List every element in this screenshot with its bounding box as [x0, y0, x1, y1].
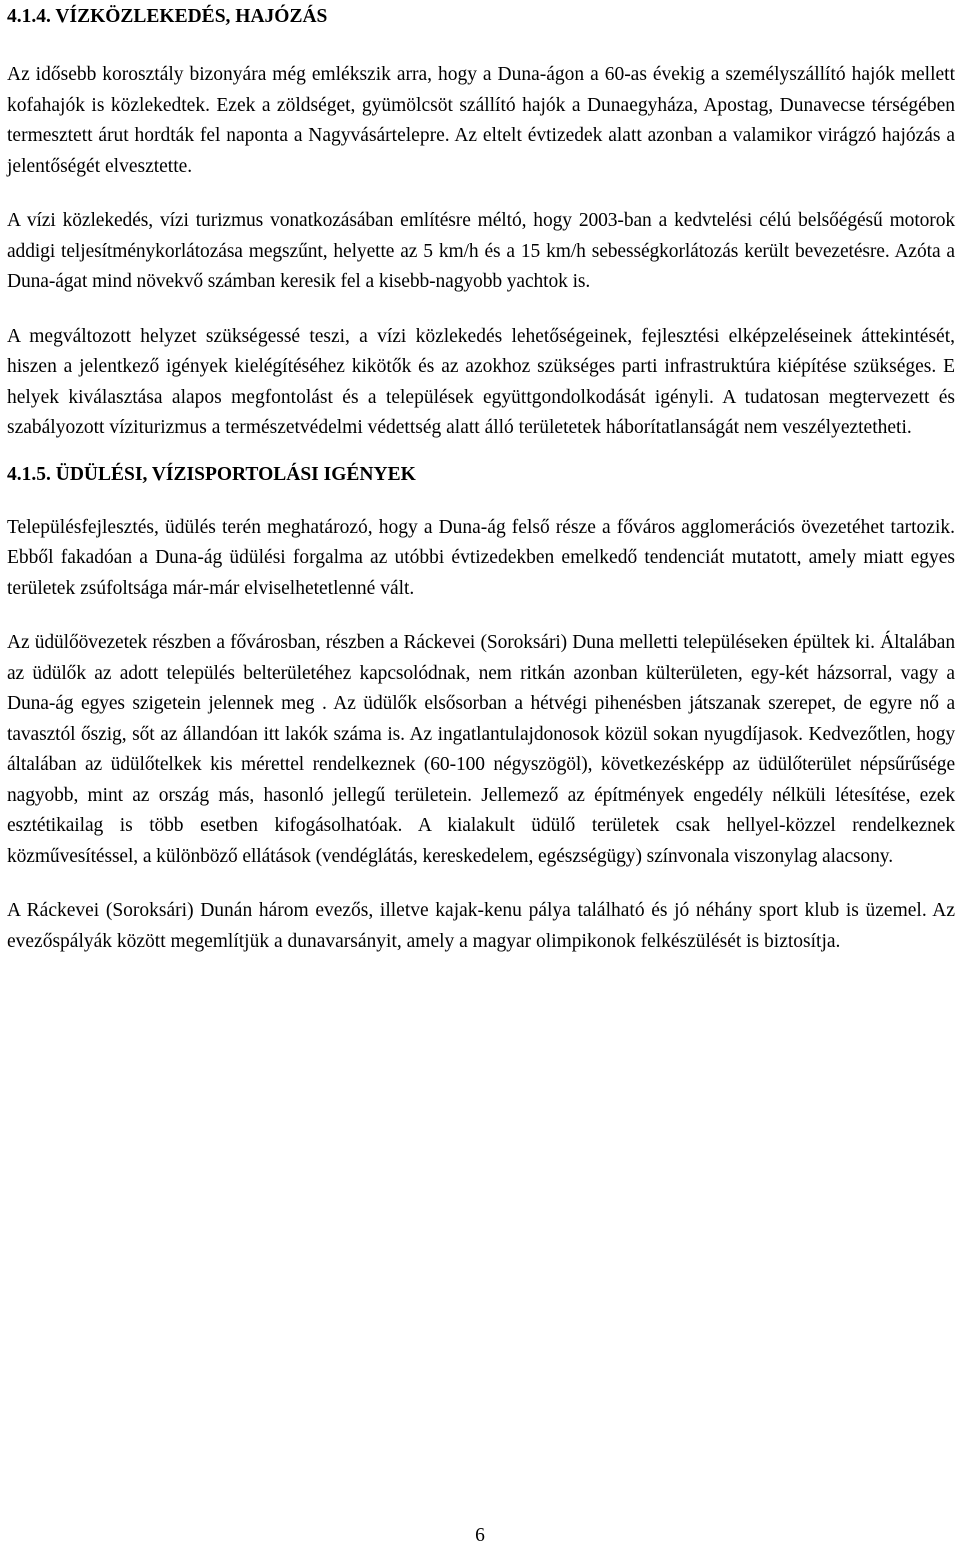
paragraph-vizi-turizmus: A vízi közlekedés, vízi turizmus vonatkozásában említésre méltó, hogy 2003-ban a kedvtelési célú belsőégésű motorok addigi teljesítménykorlátozása megszűnt, helyette az 5 km/h és a 15 km/h sebességkorlátozás került bevezetésre. Azóta a Duna-ágat mind növekvő számban keresik fel a kisebb-nagyobb yachtok is. [7, 210, 955, 292]
section-heading-4-1-4: 4.1.4. VÍZKÖZLEKEDÉS, HAJÓZÁS [7, 6, 328, 27]
paragraph-kofahajok: Az idősebb korosztály bizonyára még emlékszik arra, hogy a Duna-ágon a 60-as évekig a személyszállító hajók mellett kofahajók is közlekedtek. Ezek a zöldséget, gyümölcsöt szállító hajók a Dunaegyháza, Apostag, Dunavecse térségében termesztett árut hordták fel naponta a Nagyvásártelepre. Az eltelt évtizedek alatt azonban a valamikor virágzó hajózás a jelentőségét elvesztette. [7, 64, 955, 177]
paragraph-megvaltozott-helyzet: A megváltozott helyzet szükségessé teszi, a vízi közlekedés lehetőségeinek, fejlesztési elképzeléseinek áttekintését, hiszen a jelentkező igények kielégítéséhez kikötők és az azokhoz szükséges parti infrastruktúra kiépítése szükséges. E helyek kiválasztása alapos megfontolást és a települések együttgondolkodását igényli. A tudatosan megtervezett és szabályozott víziturizmus a természetvédelmi védettség alatt álló területetek háborítatlanságát nem veszélyeztetheti. [7, 325, 955, 438]
paragraph-uduloovezetek: Az üdülőövezetek részben a fővárosban, részben a Ráckevei (Soroksári) Duna melletti településeken épültek ki. Általában az üdülők az adott település belterületéhez kapcsolódnak, nem ritkán azonban külterületen, egy-két házsorral, vagy a Duna-ág egyes szigetein jelennek meg . Az üdülők elsősorban a hétvégi pihenésben játszanak szerepet, de egyre nő a tavasztól őszig, sőt az állandóan itt lakók száma is. Az ingatlantulajdonosok közül sokan nyugdíjasok. Kedvezőtlen, hogy általában az üdülőtelkek kis mérettel rendelkeznek (60-100 négyszögöl), következésképp az üdülőterület népsűrűsége nagyobb, mint az ország más, hasonló jellegű területein. Jellemező az építmények engedély nélküli létesítése, ezek esztétikailag is több esetben kifogásolhatóak. A kialakult üdülő területek csak hellyel-közzel rendelkeznek közművesítéssel, a különböző ellátások (vendéglátás, kereskedelem, egészségügy) színvonala viszonylag alacsony. [7, 632, 955, 867]
page-number: 6 [475, 1525, 485, 1546]
paragraph-telepulesfejlesztes: Településfejlesztés, üdülés terén meghatározó, hogy a Duna-ág felső része a főváros agglomerációs övezetéhet tartozik. Ebből fakadóan a Duna-ág üdülési forgalma az utóbbi évtizedekben emelkedő tendenciát mutatott, amely miatt egyes területek zsúfoltsága már-már elviselhetetlenné vált. [7, 516, 955, 599]
paragraph-evezos-palyak: A Ráckevei (Soroksári) Dunán három evezős, illetve kajak-kenu pálya található és jó néhány sport klub is üzemel. Az evezőspályák között megemlítjük a dunavarsányit, amely a magyar olimpikonok felkészülését is biztosítja. [7, 900, 955, 952]
section-heading-4-1-5: 4.1.5. ÜDÜLÉSI, VÍZISPORTOLÁSI IGÉNYEK [7, 463, 416, 485]
document-page [7, 0, 955, 957]
